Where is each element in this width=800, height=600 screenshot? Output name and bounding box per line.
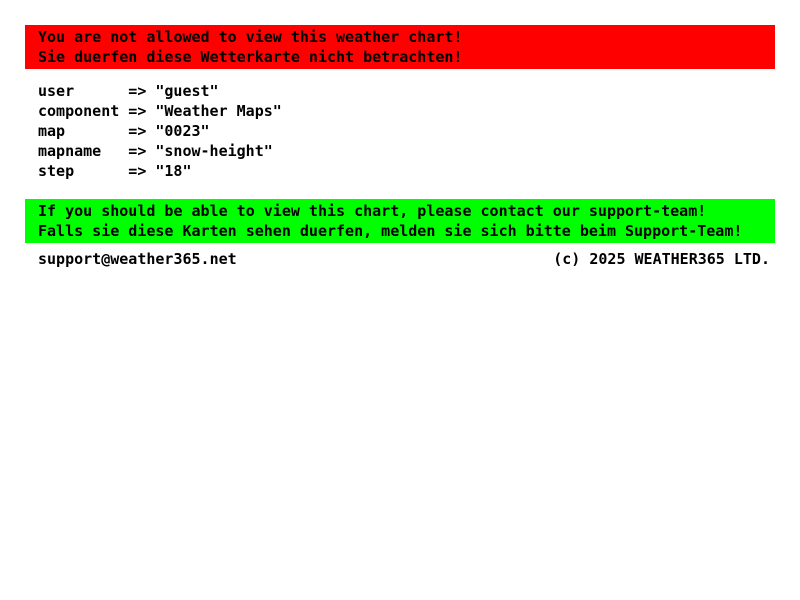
detail-row-mapname	[38, 141, 775, 161]
detail-arrow: =>	[128, 82, 147, 100]
detail-value: "Weather Maps"	[155, 102, 282, 120]
detail-row-user	[38, 81, 775, 101]
access-denied-line-de: Sie duerfen diese Wetterkarte nicht betrachten!	[38, 48, 463, 66]
detail-value: "18"	[155, 162, 192, 180]
detail-key: user	[38, 82, 75, 100]
access-denied-banner	[25, 25, 775, 69]
detail-key: mapname	[38, 142, 102, 160]
footer	[25, 249, 775, 269]
error-page	[0, 0, 800, 269]
detail-value: "0023"	[155, 122, 210, 140]
copyright-notice: (c) 2025 WEATHER365 LTD.	[553, 250, 770, 268]
request-details-list	[38, 81, 775, 181]
detail-row-map	[38, 121, 775, 141]
detail-value: "guest"	[155, 82, 219, 100]
detail-arrow: =>	[128, 122, 147, 140]
detail-key: component	[38, 102, 120, 120]
detail-row-component	[38, 101, 775, 121]
support-info-line-en: If you should be able to view this chart, please contact our support-team!	[38, 202, 707, 220]
detail-arrow: =>	[128, 142, 147, 160]
support-email: support@weather365.net	[38, 250, 237, 268]
detail-row-step	[38, 161, 775, 181]
detail-arrow: =>	[128, 102, 147, 120]
detail-value: "snow-height"	[155, 142, 273, 160]
access-denied-line-en: You are not allowed to view this weather chart!	[38, 28, 463, 46]
detail-key: map	[38, 122, 66, 140]
detail-key: step	[38, 162, 75, 180]
support-info-banner	[25, 199, 775, 243]
detail-arrow: =>	[128, 162, 147, 180]
support-info-line-de: Falls sie diese Karten sehen duerfen, melden sie sich bitte beim Support-Team!	[38, 222, 743, 240]
